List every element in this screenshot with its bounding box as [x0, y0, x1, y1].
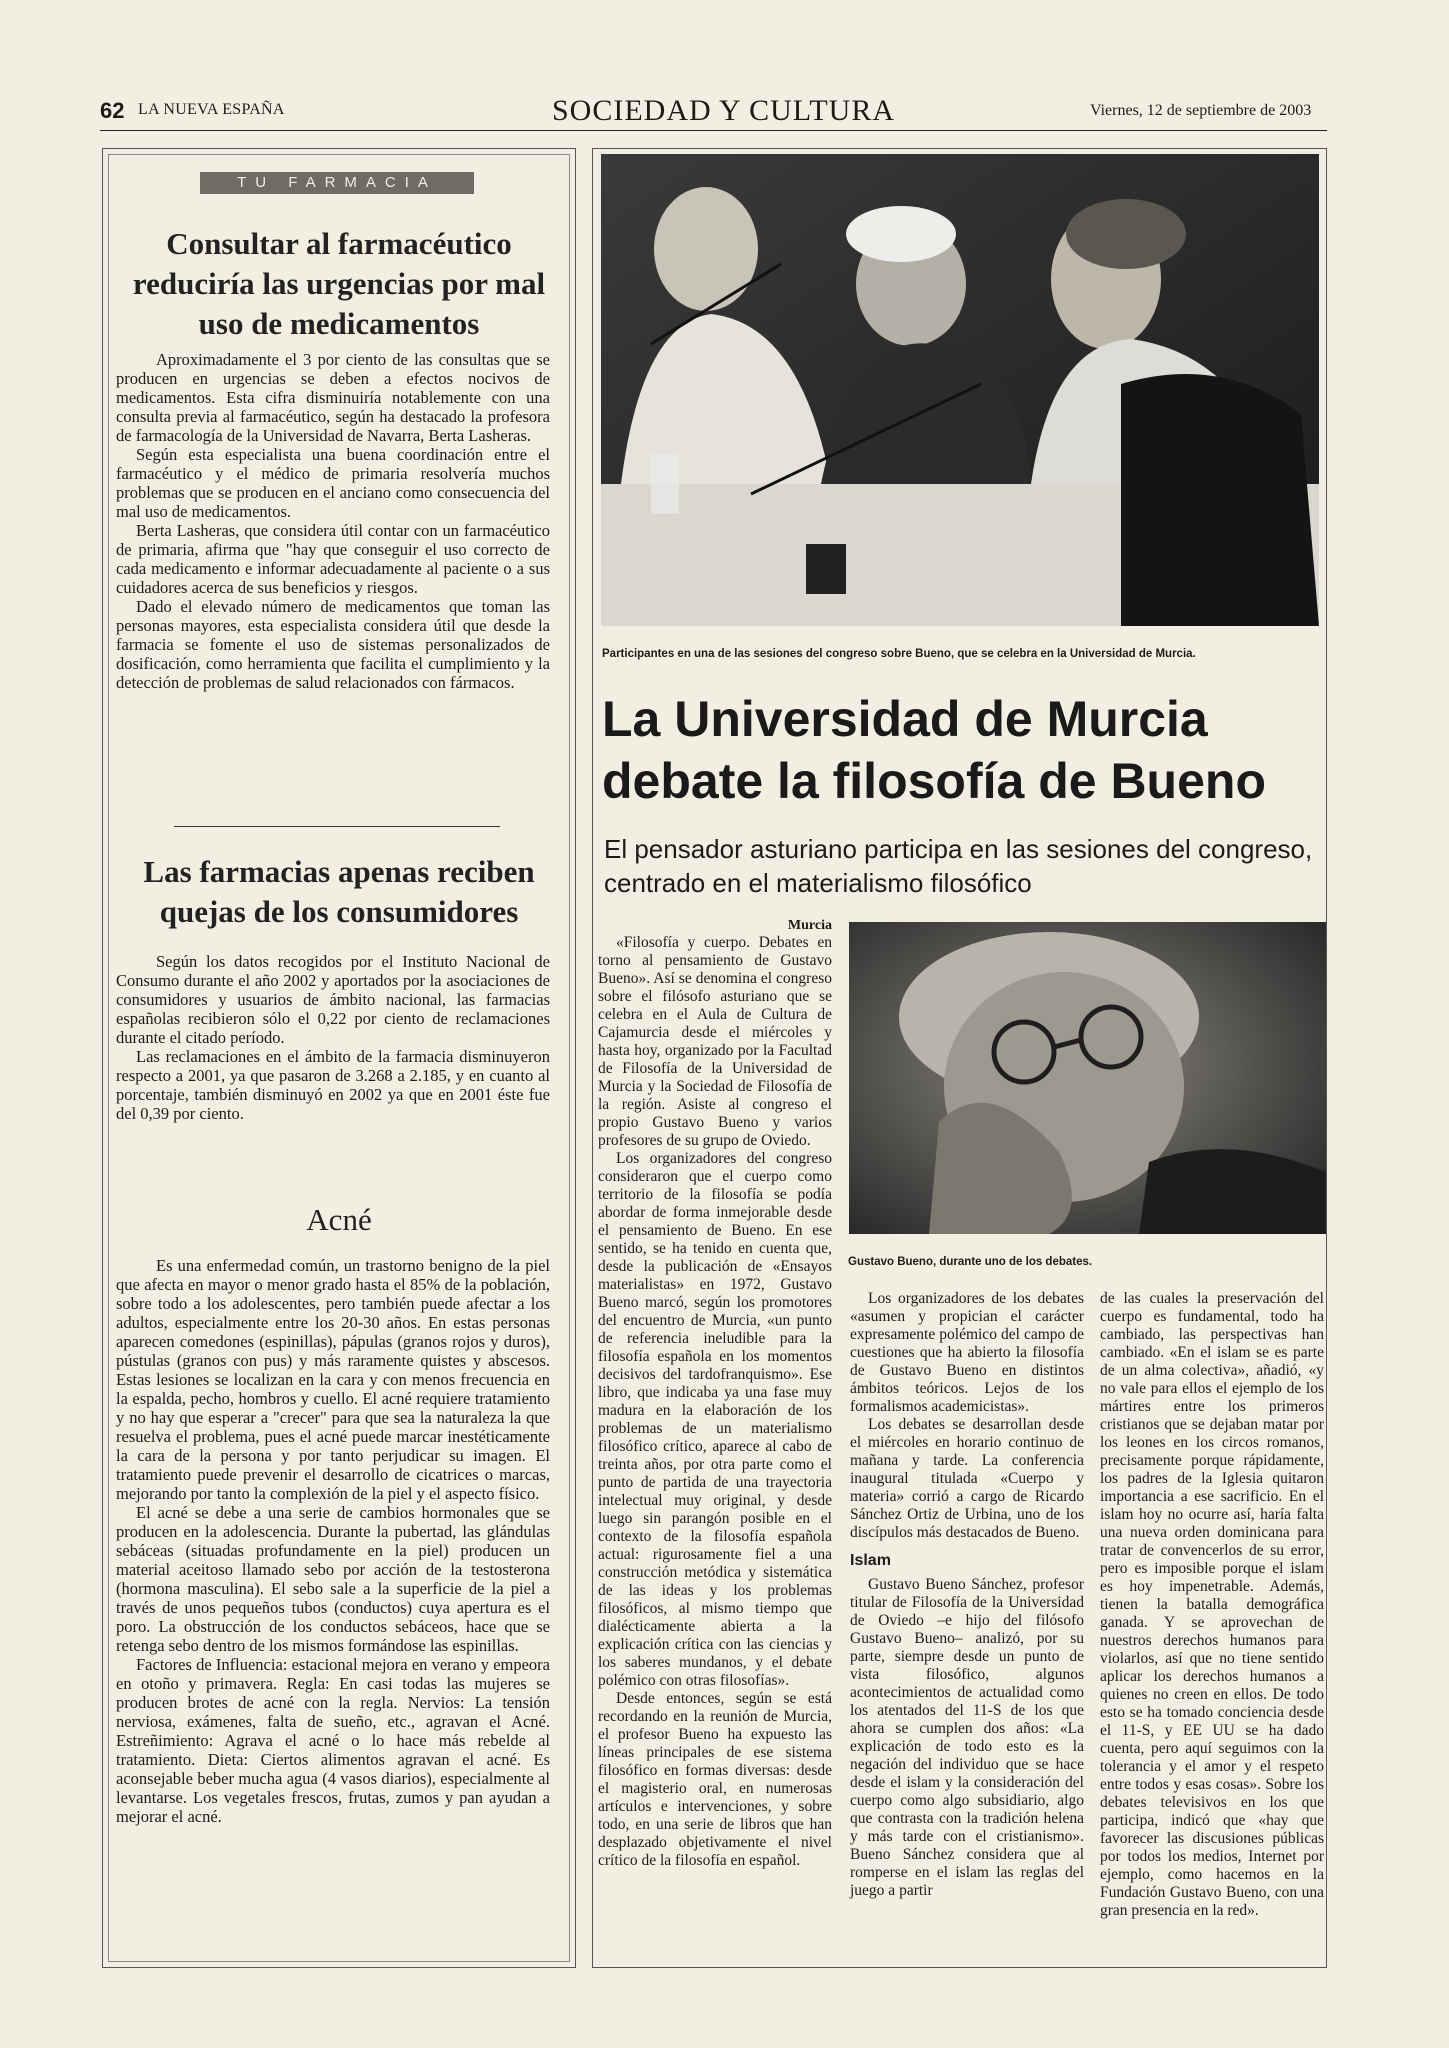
article-murcia-col3: [1100, 1290, 1324, 1920]
photo-participants-image: [601, 154, 1319, 626]
article-murcia-col2: [850, 1290, 1084, 1900]
paragraph: Los debates se desarrollan desde el miércoles en horario continuo de mañana y tarde. La conferencia inaugural titulada «Cuerpo y materia» corrió a cargo de Ricardo Sánchez Ortiz de Urbina, uno de los discípulos más destacados de Bueno.: [850, 1416, 1084, 1541]
paragraph: Gustavo Bueno Sánchez, profesor titular de Filosofía de la Universidad de Oviedo –e hijo del filósofo Gustavo Bueno– analizó, por su parte, siempre desde un punto de vista filosófico, algunos acontecimientos de actualidad como los atentados del 11-S de los que ahora se cumplen dos años: «La explicación de todo esto es la negación del individuo que se hace desde el islam y la consideración del cuerpo como algo subsidiario, algo que contrasta con la tradición helena y más tarde con el cristianismo». Bueno Sánchez considera que al romperse en el islam las reglas del juego a partir: [850, 1576, 1084, 1899]
paragraph: Aproximadamente el 3 por ciento de las consultas que se producen en urgencias se deben a efectos nocivos de medicamentos. Esta cifra disminuiría notablemente con una consulta previa al farmacéutico, según ha destacado la profesora de farmacología de la Universidad de Navarra, Berta Lasheras.: [116, 350, 550, 445]
headline-quejas: Las farmacias apenas reciben quejas de los consumidores: [143, 854, 535, 929]
newspaper-name: LA NUEVA ESPAÑA: [138, 101, 285, 118]
page-number: 62: [100, 98, 125, 123]
paragraph: Berta Lasheras, que considera útil contar con un farmacéutico de primaria, afirma que "hay que conseguir el uso correcto de cada medicamento e informar adecuadamente al paciente o a sus cuidadores acerca de sus beneficios y riesgos.: [116, 521, 550, 597]
paragraph: Los organizadores del congreso consideraron que el cuerpo como territorio de la filosofía se podía abordar de forma inmejorable desde el pensamiento de Bueno. En ese sentido, se ha tenido en cuenta que, desde la publicación de «Ensayos materialistas» en 1972, Gustavo Bueno marcó, según los promotores del encuentro de Murcia, «un punto de referencia ineludible para la filosofía española en los momentos decisivos del tardofranquismo». Ese libro, que indicaba ya una fase muy madura en la elaboración de los problemas de un materialismo filosófico crítico, aparece al cabo de treinta años, por otra parte como el punto de partida de una trayectoria intelectual muy original, y desde luego sin parangón posible en el contexto de la filosofía española actual: rigurosamente fiel a una construcción metódica y sistemática de las ideas y los problemas filosóficos, al mismo tiempo que dialécticamente abierta a la explicación crítica con las ciencias y los saberes mundanos, y el debate polémico con otras filosofías».: [598, 1150, 832, 1689]
paragraph: Según los datos recogidos por el Instituto Nacional de Consumo durante el año 2002 y aportados por la asociaciones de consumidores y usuarios de ámbito nacional, las farmacias españolas recibieron sólo el 0,22 por ciento de reclamaciones durante el citado período.: [116, 952, 550, 1047]
headline-farmaceutico: Consultar al farmacéutico reduciría las urgencias por mal uso de medicamentos: [132, 226, 546, 341]
photo-gustavo-bueno-image: [849, 922, 1326, 1234]
paragraph: Las reclamaciones en el ámbito de la farmacia disminuyeron respecto a 2001, ya que pasaron de 3.268 a 2.185, y en cuanto al porcentaje, también disminuyó en 2002 ya que en 2001 éste fue del 0,39 por ciento.: [116, 1047, 550, 1123]
issue-date: Viernes, 12 de septiembre de 2003: [1090, 102, 1312, 119]
subhead-islam: Islam: [850, 1552, 891, 1569]
separator-rule: [174, 826, 500, 827]
section-title: SOCIEDAD Y CULTURA: [552, 94, 896, 127]
paragraph: Dado el elevado número de medicamentos que toman las personas mayores, esta especialista considera útil que desde la farmacia se fomente el uso de sistemas personalizados de dosificación, como herramienta que facilita el cumplimiento y la detección de problemas de salud relacionados con fármacos.: [116, 597, 550, 692]
main-subtitle: El pensador asturiano participa en las sesiones del congreso, centrado en el materialismo filosófico: [604, 834, 1313, 898]
paragraph: Según esta especialista una buena coordinación entre el farmacéutico y el médico de primaria resolvería muchos problemas que se producen en el anciano como consecuencia del mal uso de medicamentos.: [116, 445, 550, 521]
paragraph: Es una enfermedad común, un trastorno benigno de la piel que afecta en mayor o menor grado hasta el 85% de la población, sobre todo a los adolescentes, pero también puede afectar a los adultos, especialmente entre los 20-30 años. En estas personas aparecen comedones (espinillas), pápulas (granos rojos y duros), pústulas (granos con pus) y más raramente quistes y abscesos. Estas lesiones se localizan en la cara y con menos frecuencia en la espalda, pecho, hombros y cuello. El acné requiere tratamiento y no hay que esperar a "crecer" para que sea la naturaleza la que resuelva el problema, pues el acné puede marcar inestéticamente la cara de la persona y por tanto perjudicar su imagen. El tratamiento puede prevenir el desarrollo de cicatrices o marcas, mejorando por tanto la complexión de la piel y el aspecto físico.: [116, 1256, 550, 1503]
photo-gustavo-bueno: [849, 922, 1326, 1234]
paragraph: «Filosofía y cuerpo. Debates en torno al pensamiento de Gustavo Bueno». Así se denomina el congreso sobre el filósofo asturiano que se celebra en el Aula de Cultura de Cajamurcia desde el miércoles y hasta hoy, organizado por la Facultad de Filosofía de la Universidad de Murcia y la Sociedad de Filosofía de la región. Asiste al congreso el propio Gustavo Bueno y varios profesores de su grupo de Oviedo.: [598, 934, 832, 1149]
dateline: Murcia: [787, 918, 832, 933]
paragraph: El acné se debe a una serie de cambios hormonales que se producen en la adolescencia. Durante la pubertad, las glándulas sebáceas (situadas profundamente en la piel) producen un material aceitoso llamado sebo por acción de la testosterona (hormona masculina). El sebo sale a la superficie de la piel a través de unos pequeños tubos (conductos) cuya apertura es el poro. La obstrucción de los conductos sebáceos, hace que se retenga sebo dentro de los mismos formándose las espinillas.: [116, 1503, 550, 1655]
kicker-tu-farmacia: TU FARMACIA: [200, 172, 474, 194]
paragraph: Los organizadores de los debates «asumen y propician el carácter expresamente polémico del campo de cuestiones que ha abierto la filosofía de Gustavo Bueno en distintos ámbitos teóricos. Lejos de los formalismos academicistas».: [850, 1290, 1084, 1415]
main-headline: La Universidad de Murcia debate la filosofía de Bueno: [602, 691, 1266, 809]
article-murcia-col1: [598, 918, 832, 1870]
paragraph: de las cuales la preservación del cuerpo es fundamental, todo ha cambiado, las perspectivas han cambiado. «En el islam se es parte de un alma colectiva», añadió, «y no vale para ellos el ejemplo de los mártires entre los primeros cristianos que se dejaban matar por los leones en los circos romanos, precisamente porque rápidamente, los padres de la Iglesia quitaron importancia a ese sacrificio. En el islam hoy no ocurre así, haría falta una nueva orden dominicana para tratar de convencerlos de su error, pero es imposible porque el islam es hoy impenetrable. Además, tienen la batalla demográfica ganada. Y se aprovechan de nuestros derechos humanos para violarlos, así que no tiene sentido aplicar los derechos humanos a quienes no creen en ellos. De todo esto se ha tomado conciencia desde el 11-S, y EE UU se ha dado cuenta, pero aquí seguimos con la tolerancia y el amor y el respeto entre todos y esas cosas». Sobre los debates televisivos en los que participa, indicó que «hay que favorecer las discusiones públicas por todos los medios, Internet por ejemplo, como hacemos en la Fundación Gustavo Bueno, con una gran presencia en la red».: [1100, 1290, 1324, 1919]
photo-bueno-caption: Gustavo Bueno, durante uno de los debates.: [848, 1256, 1093, 1268]
header-rule: [100, 130, 1327, 131]
paragraph: Desde entonces, según se está recordando en la reunión de Murcia, el profesor Bueno ha expuesto las líneas principales de ese sistema filosófico en formas diversas: desde el magisterio oral, en numerosas artículos e intervenciones, y sobre todo, en una serie de libros que han desplazado objetivamente el nivel crítico de la filosofía en español.: [598, 1690, 832, 1869]
headline-acne: Acné: [306, 1202, 372, 1237]
photo-participants-caption: Participantes en una de las sesiones del congreso sobre Bueno, que se celebra en la Universidad de Murcia.: [602, 648, 1196, 660]
photo-participants: [601, 154, 1319, 626]
paragraph: Factores de Influencia: estacional mejora en verano y empeora en otoño y primavera. Regla: En casi todas las mujeres se producen brotes de acné con la regla. Nervios: La tensión nerviosa, exámenes, falta de sueño, etc., agravan el Acné. Estreñimiento: Agrava el acné o lo hace más rebelde al tratamiento. Dieta: Ciertos alimentos agravan el acné. Es aconsejable beber mucha agua (4 vasos diarios), especialmente al levantarse. Los vegetales frescos, frutas, zumos y pan ayudan a mejorar el acné.: [116, 1655, 550, 1826]
article-quejas-body: [116, 952, 550, 1123]
article-acne-body: [116, 1256, 550, 1826]
article-farmaceutico-body: [116, 350, 550, 692]
